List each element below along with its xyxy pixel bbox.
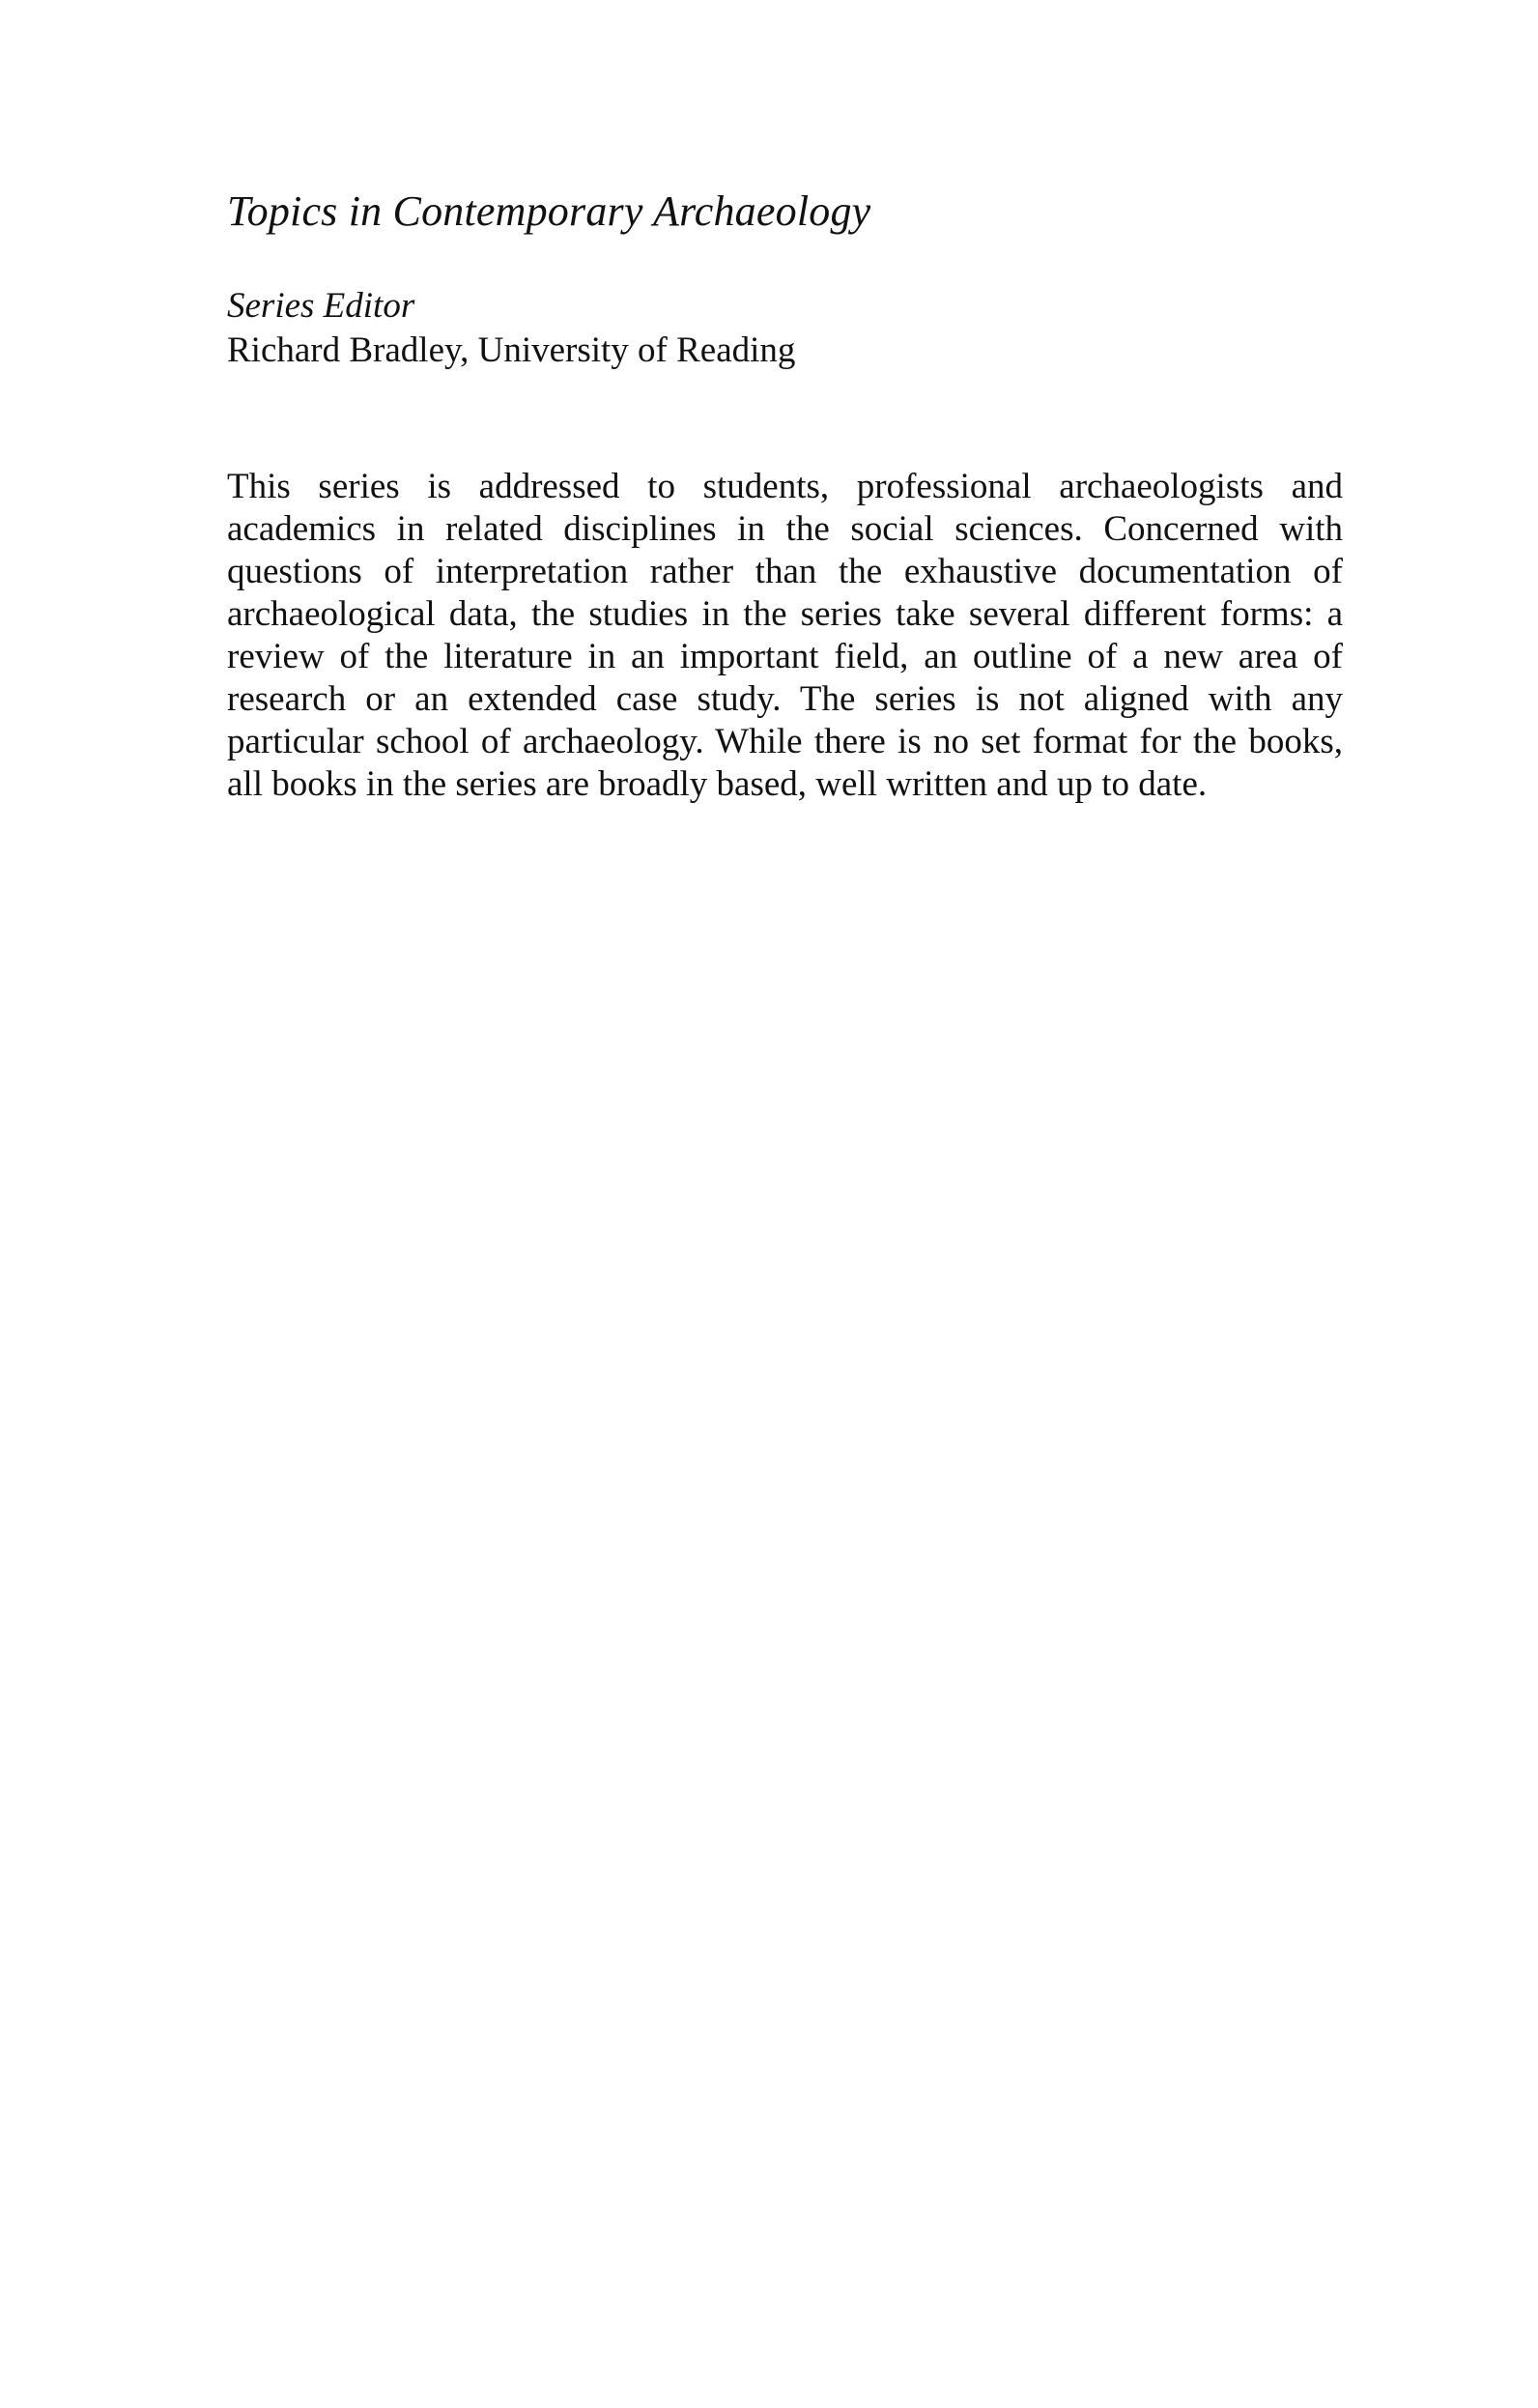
series-editor-block <box>227 284 1343 373</box>
series-editor-name: Richard Bradley, University of Reading <box>227 330 796 370</box>
series-editor-label: Series Editor <box>227 286 415 326</box>
series-description: This series is addressed to students, professional archaeologists and academics in related disciplines in the social sciences. Concerned with questions of interpretation rather than the exhaustive documentation of archaeological data, the studies in the series take several different forms: a review of the literature in an important field, an outline of a new area of research or an extended case study. The series is not aligned with any particular school of archaeology. While there is no set format for the books, all books in the series are broadly based, well written and up to date. <box>227 467 1343 804</box>
series-page-content <box>227 184 1343 806</box>
series-title: Topics in Contemporary Archaeology <box>227 187 871 235</box>
